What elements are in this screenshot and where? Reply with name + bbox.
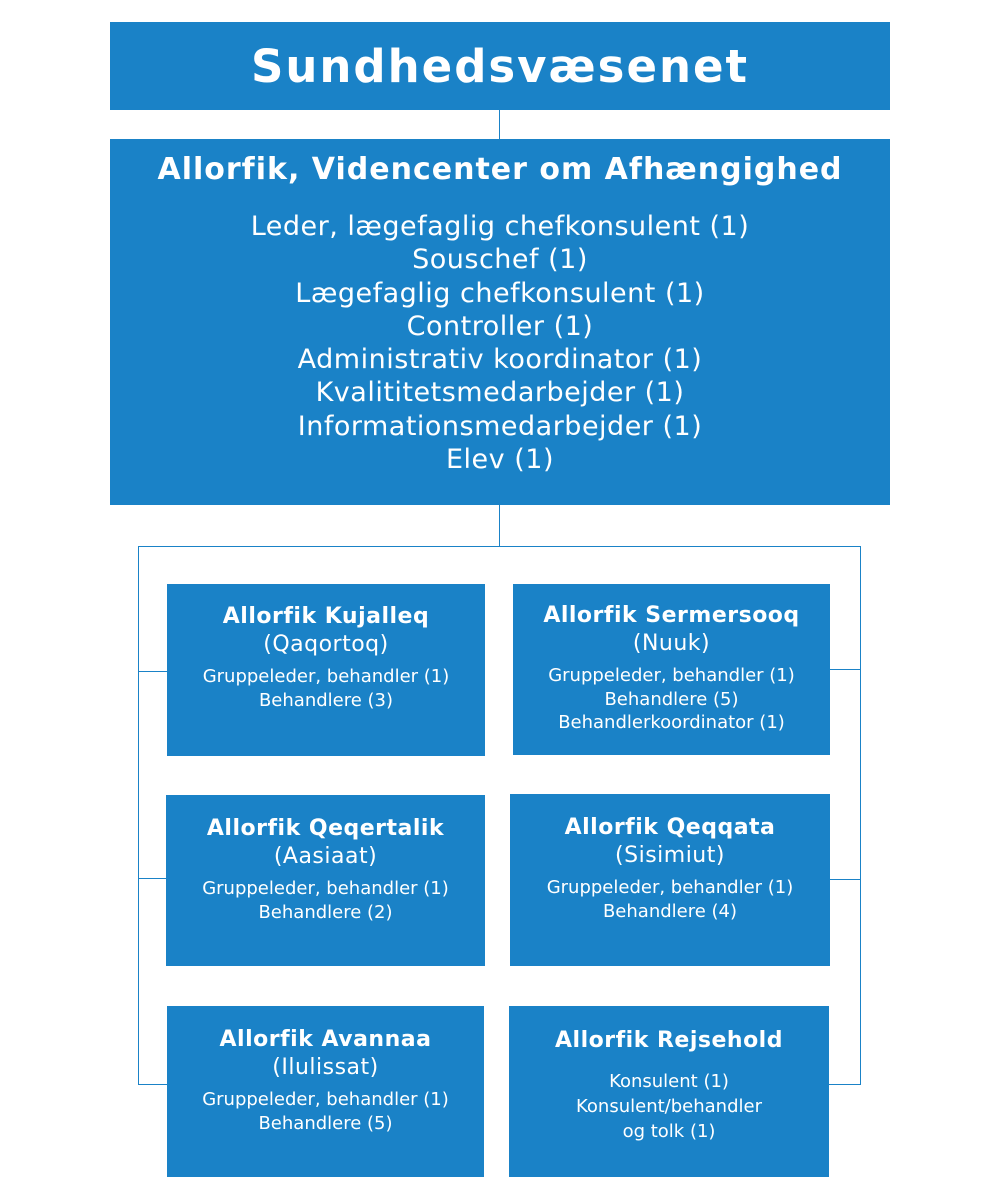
- unit-box-kujalleq: [167, 584, 485, 756]
- connector-top-to-main: [499, 110, 500, 139]
- connector-left-row1: [138, 671, 167, 672]
- unit-roles: [510, 876, 830, 923]
- unit-role-line: Gruppeleder, behandler (1): [202, 666, 450, 687]
- connector-left-vertical: [138, 546, 139, 1085]
- org-top-title: Sundhedsvæsenet: [250, 39, 750, 93]
- connector-bracket-horizontal: [138, 546, 861, 547]
- connector-left-bottom: [138, 1084, 167, 1085]
- main-role-line: Kvalititetsmedarbejder (1): [315, 377, 685, 409]
- unit-role-line: Behandlerkoordinator (1): [558, 712, 785, 733]
- unit-roles: [513, 664, 830, 735]
- main-role-line: Souschef (1): [412, 244, 588, 276]
- unit-title: Allorfik Avannaa: [219, 1027, 432, 1052]
- unit-box-sermersooq: [513, 584, 830, 755]
- unit-role-line: og tolk (1): [622, 1121, 716, 1142]
- org-main-box: [110, 139, 890, 505]
- unit-role-line: Gruppeleder, behandler (1): [202, 1089, 449, 1110]
- unit-role-line: Behandlere (4): [602, 900, 738, 922]
- org-main-title: Allorfik, Videncenter om Afhængighed: [157, 152, 843, 187]
- unit-role-line: Behandlere (3): [258, 689, 394, 711]
- connector-right-vertical: [860, 546, 861, 1085]
- unit-role-line: Gruppeleder, behandler (1): [202, 878, 449, 899]
- unit-title: Allorfik Sermersooq: [543, 603, 800, 628]
- unit-role-line: Behandlere (5): [258, 1112, 393, 1134]
- unit-city: (Qaqortoq): [263, 632, 389, 657]
- unit-title: Allorfik Rejsehold: [555, 1028, 783, 1053]
- unit-role-line: Gruppeleder, behandler (1): [548, 665, 795, 686]
- unit-city: (Aasiaat): [273, 844, 378, 869]
- main-role-line: Informationsmedarbejder (1): [297, 410, 703, 442]
- unit-roles: [509, 1069, 829, 1144]
- unit-role-line: Behandlere (2): [258, 901, 393, 923]
- main-role-line: Administrativ koordinator (1): [297, 344, 703, 376]
- main-role-line: Controller (1): [406, 310, 594, 342]
- unit-city: (Ilulissat): [272, 1055, 379, 1080]
- main-role-line: Leder, lægefaglig chefkonsulent (1): [250, 211, 750, 242]
- main-role-line: Lægefaglig chefkonsulent (1): [295, 277, 705, 309]
- connector-left-row2: [138, 878, 167, 879]
- unit-box-rejsehold: [509, 1006, 829, 1177]
- unit-role-line: Behandlere (5): [604, 688, 739, 710]
- unit-city: (Sisimiut): [615, 843, 725, 868]
- unit-roles: [167, 1088, 484, 1135]
- connector-right-bottom: [829, 1084, 861, 1085]
- unit-box-qeqertalik: [166, 795, 485, 966]
- unit-title: Allorfik Qeqqata: [564, 815, 776, 840]
- connector-right-row2: [830, 879, 861, 880]
- unit-box-qeqqata: [510, 794, 830, 966]
- unit-role-line: Konsulent/behandler: [576, 1096, 762, 1117]
- connector-main-down: [499, 505, 500, 547]
- connector-right-row1: [830, 669, 861, 670]
- unit-role-line: Konsulent (1): [609, 1071, 729, 1092]
- unit-roles: [167, 665, 485, 712]
- unit-title: Allorfik Qeqertalik: [206, 816, 445, 841]
- unit-city: (Nuuk): [632, 631, 711, 656]
- unit-roles: [166, 877, 485, 924]
- org-main-roles: [110, 210, 890, 476]
- unit-title: Allorfik Kujalleq: [222, 604, 430, 629]
- unit-box-avannaa: [167, 1006, 484, 1177]
- main-role-line: Elev (1): [446, 444, 554, 476]
- org-top-box: [110, 22, 890, 110]
- unit-role-line: Gruppeleder, behandler (1): [546, 877, 794, 898]
